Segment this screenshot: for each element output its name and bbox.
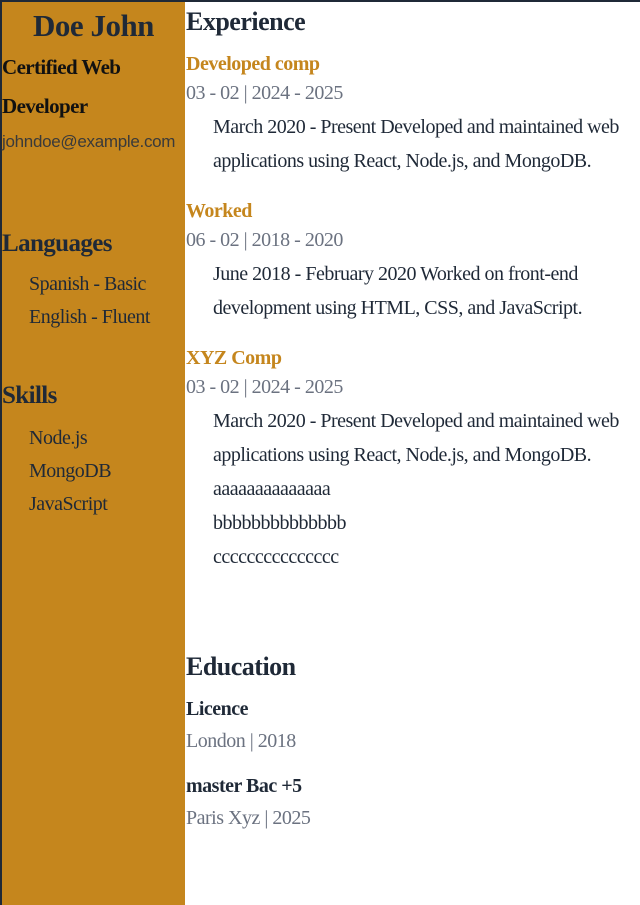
profile-email: johndoe@example.com: [2, 132, 176, 151]
job-entry: [186, 200, 640, 325]
skill-item: MongoDB: [29, 460, 112, 482]
profile-title: Certified Web Developer: [2, 55, 121, 118]
language-item: Spanish - Basic: [29, 273, 146, 295]
skills-heading: Skills: [2, 382, 57, 409]
job-description: March 2020 - Present Developed and maintained web applications using React, Node.js, and MongoDB.: [213, 410, 619, 466]
education-place: London | 2018: [186, 730, 296, 752]
job-entry: [186, 53, 640, 178]
job-title: Worked: [186, 200, 252, 222]
job-description-line: aaaaaaaaaaaaaa: [213, 478, 331, 500]
languages-heading: Languages: [2, 230, 112, 257]
job-description-line: ccccccccccccccc: [213, 546, 339, 568]
job-dates: 03 - 02 | 2024 - 2025: [186, 82, 343, 104]
skill-item: Node.js: [29, 427, 88, 449]
job-dates: 03 - 02 | 2024 - 2025: [186, 376, 343, 398]
education-degree: master Bac +5: [186, 775, 302, 797]
job-title: Developed comp: [186, 53, 320, 75]
education-entry: [186, 698, 640, 753]
education-place: Paris Xyz | 2025: [186, 807, 311, 829]
education-heading: Education: [186, 652, 296, 681]
profile-name: Doe John: [33, 8, 154, 43]
experience-heading: Experience: [186, 7, 306, 36]
job-entry: [186, 347, 640, 574]
education-entry: [186, 775, 640, 830]
language-item: English - Fluent: [29, 306, 150, 328]
education-degree: Licence: [186, 698, 249, 720]
job-description: June 2018 - February 2020 Worked on front-end development using HTML, CSS, and JavaScript.: [213, 263, 583, 319]
skill-item: JavaScript: [29, 493, 108, 515]
job-title: XYZ Comp: [186, 347, 282, 369]
main-content: [186, 2, 640, 830]
job-dates: 06 - 02 | 2018 - 2020: [186, 229, 343, 251]
job-description-line: bbbbbbbbbbbbbb: [213, 512, 346, 534]
sidebar: [0, 2, 185, 905]
job-description: March 2020 - Present Developed and maintained web applications using React, Node.js, and MongoDB.: [213, 116, 619, 172]
